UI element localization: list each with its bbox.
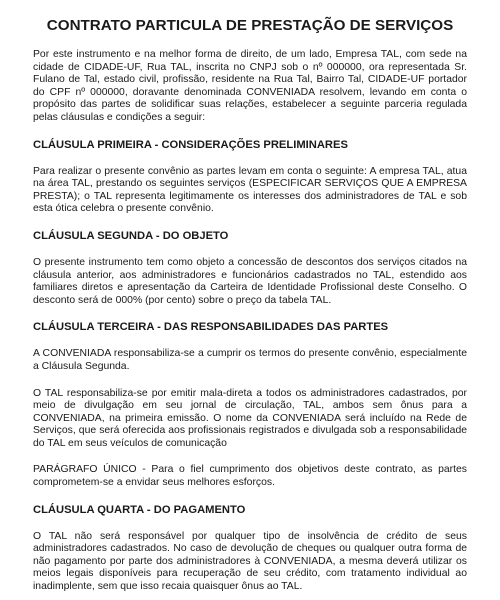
clause-quarta-paragraph: O TAL não será responsável por qualquer tipo de insolvência de crédito de seus administradores cadastrados. No caso de devolução de cheques ou qualquer outra forma de não pagamento por parte dos administradores à CONVENIADA, a mesma deverá utilizar os meios legais disponíveis para recuperação de seu crédito, com tratamento individual ao inadimplente, sem que isso recaia quaisquer ônus ao TAL. — [33, 530, 467, 593]
clause-heading-quarta: CLÁUSULA QUARTA - DO PAGAMENTO — [33, 503, 246, 516]
clause-primeira-paragraph: Para realizar o presente convênio as partes levam em conta o seguinte: A empresa TAL, atua na área TAL, prestando os seguintes serviços (ESPECIFICAR SERVIÇOS QUE A EMPRESA PRESTA); o TAL representa legitimamente os interesses dos administradores de TAL e sob esta ótica celebra o presente convênio. — [33, 165, 467, 215]
clause-terceira-paragraph-2: O TAL responsabiliza-se por emitir mala-direta a todos os administradores cadastrados, por meio de divulgação em seu jornal de circulação, TAL, ambos sem ônus para a CONVENIADA, na primeira emissão. O nome da CONVENIADA será incluído na Rede de Serviços, que será oferecida aos profissionais registrados e divulgada sob a responsabilidade do TAL em seus veículos de comunicação — [33, 387, 467, 449]
clause-terceira-paragrafo-unico: PARÁGRAFO ÚNICO - Para o fiel cumprimento dos objetivos deste contrato, as partes comprometem-se a envidar seus melhores esforços. — [33, 464, 467, 489]
intro-paragraph: Por este instrumento e na melhor forma de direito, de um lado, Empresa TAL, com sede na cidade de CIDADE-UF, Rua TAL, inscrita no CNPJ sob o nº 000000, ora representada Sr. Fulano de Tal, estado civil, profissão, residente na Rua Tal, Bairro Tal, CIDADE-UF portador do CPF nº 000000, doravante denominada CONVENIADA resolvem, levando em conta o propósito das partes de solidificar suas relações, estabelecer a seguinte parceria regulada pelas cláusulas e condições a seguir: — [33, 49, 467, 123]
clause-heading-terceira: CLÁUSULA TERCEIRA - DAS RESPONSABILIDADES DAS PARTES — [33, 321, 389, 334]
clause-segunda-paragraph: O presente instrumento tem como objeto a concessão de descontos dos serviços citados na cláusula anterior, aos administradores e funcionários cadastrados no TAL, estendido aos familiares diretos e apresentação da Carteira de Identidade Profissional deste Conselho. O desconto será de 000% (por cento) sobre o preço da tabela TAL. — [33, 256, 467, 306]
clause-terceira-paragraph-1: A CONVENIADA responsabiliza-se a cumprir os termos do presente convênio, especialmente a Cláusula Segunda. — [33, 348, 467, 372]
clause-heading-segunda: CLÁUSULA SEGUNDA - DO OBJETO — [33, 229, 229, 242]
clause-heading-primeira: CLÁUSULA PRIMEIRA - CONSIDERAÇÕES PRELIMINARES — [33, 138, 348, 151]
document-title: CONTRATO PARTICULA DE PRESTAÇÃO DE SERVIÇOS — [46, 17, 454, 34]
